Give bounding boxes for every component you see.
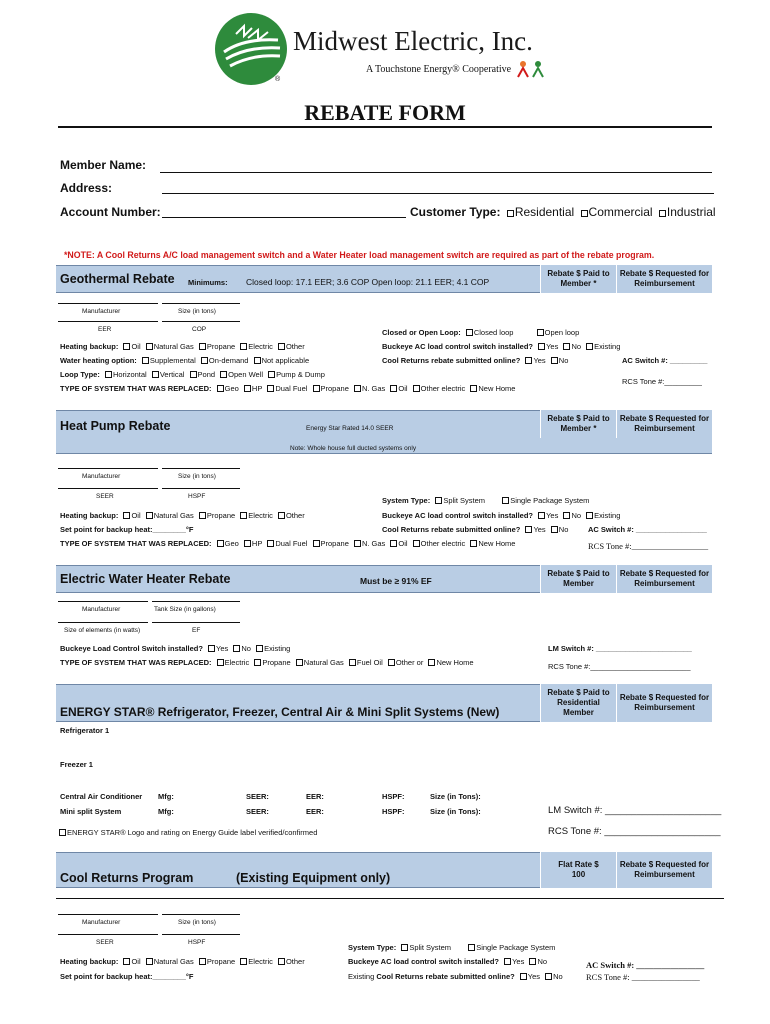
option: Vertical [159,370,185,379]
checkbox[interactable] [146,512,153,519]
checkbox[interactable] [240,512,247,519]
system-label: System Type: [382,496,431,505]
replaced-label: TYPE OF SYSTEM THAT WAS REPLACED: [60,539,212,548]
option: New Home [436,658,474,667]
option: Propane [206,511,236,520]
checkbox[interactable] [268,371,275,378]
hp-hspf-field[interactable] [162,488,240,489]
option: Other or [395,658,424,667]
hp-col-requested: Rebate $ Requested for Reimbursement [616,410,712,438]
water-label: Water heating option: [60,356,137,365]
option: Yes [546,511,559,520]
option: Propane [320,384,349,393]
checkbox[interactable] [520,973,527,980]
option: Geo [224,539,239,548]
replaced-label: TYPE OF SYSTEM THAT WAS REPLACED: [60,384,212,393]
hp-ac-switch[interactable]: AC Switch #: _________________ [588,525,707,534]
hp-hspf-label: HSPF [188,493,206,500]
cr-size-label: Size (in tons) [178,919,216,926]
checkbox[interactable] [142,357,149,364]
option: Supplemental [149,356,196,365]
option: Yes [216,644,229,653]
option: Oil [131,957,141,966]
program-note: *NOTE: A Cool Returns A/C load management switch and a Water Heater load management switch are required as part of the rebate program. [64,250,655,260]
checkbox[interactable] [278,512,285,519]
checkbox[interactable] [152,371,159,378]
checkbox[interactable] [586,512,593,519]
option-closed-loop: Closed loop [473,328,514,337]
cool-returns-label: Cool Returns rebate submitted online? [382,525,521,534]
option: Pond [197,370,216,379]
checkbox[interactable] [468,944,475,951]
hp-heating-row [60,511,305,520]
geo-buckeye-row [382,342,620,351]
option: Yes [533,525,546,534]
hp-size-field[interactable] [162,468,240,469]
option: Propane [320,539,349,548]
option: Other [285,957,305,966]
checkbox[interactable] [551,357,558,364]
option: No [241,644,251,653]
checkbox[interactable] [581,210,588,217]
cool-returns-subtitle: (Existing Equipment only) [236,871,391,885]
cr-manufacturer-label: Manufacturer [82,919,121,926]
cool-returns-rule [56,898,724,899]
checkbox[interactable] [123,343,130,350]
geo-eer-field[interactable] [58,321,158,322]
checkbox[interactable] [354,385,361,392]
system-label: System Type: [348,943,397,952]
hp-rcs-tone[interactable]: RCS Tone #:__________________ [588,541,709,551]
es-cac-mfg[interactable]: Mfg: [158,792,174,801]
hp-system-row [382,496,589,505]
checkbox[interactable] [586,343,593,350]
buckeye-label: Buckeye AC load control switch installed? [382,342,534,351]
ewh-tank-label: Tank Size (in gallons) [154,606,216,613]
checkbox[interactable] [563,512,570,519]
checkbox[interactable] [504,958,511,965]
option: Fuel Oil [356,658,383,667]
checkbox[interactable] [254,659,261,666]
ewh-manufacturer-label: Manufacturer [82,606,121,613]
checkbox[interactable] [217,659,224,666]
cr-manufacturer-field[interactable] [58,914,158,915]
loop-label: Closed or Open Loop: [382,328,461,337]
replaced-label: TYPE OF SYSTEM THAT WAS REPLACED: [60,658,212,667]
company-tagline: A Touchstone Energy® Cooperative [366,64,512,75]
geo-heating-row [60,342,305,351]
hp-manufacturer-label: Manufacturer [82,473,121,480]
ewh-spec: Must be ≥ 91% EF [360,576,432,586]
title-rule [58,126,712,128]
checkbox[interactable] [659,210,666,217]
option: Other electric [420,384,466,393]
checkbox[interactable] [190,371,197,378]
cr-rcs-tone[interactable]: RCS Tone #: ________________ [586,972,700,982]
logo-check-label: ENERGY STAR® Logo and rating on Energy Guide label verified/confirmed [67,828,318,837]
option-commercial: Commercial [588,205,653,219]
geo-ac-switch[interactable]: AC Switch #: _________ [622,356,708,365]
ewh-rcs-tone[interactable]: RCS Tone #:________________________ [548,662,691,671]
option: Other [285,342,305,351]
es-col-requested: Rebate $ Requested for Reimbursement [616,684,712,722]
option: Yes [527,972,541,981]
checkbox[interactable] [278,958,285,965]
option: N. Gas [361,384,386,393]
checkbox[interactable] [199,343,206,350]
option: Yes [512,957,525,966]
hp-spec: Energy Star Rated 14.0 SEER [306,425,394,432]
option: Oil [131,511,141,520]
option: Oil [398,384,408,393]
touchstone-icon [516,59,546,79]
es-mini-hspf[interactable]: HSPF: [382,807,405,816]
address-label: Address: [60,181,113,195]
option: Propane [262,658,291,667]
hp-col-paid: Rebate $ Paid to Member * [540,410,616,438]
checkbox[interactable] [267,540,274,547]
checkbox[interactable] [313,385,320,392]
option: New Home [478,384,516,393]
geo-minimums: Minimums: [188,278,228,287]
company-name: Midwest Electric, Inc. [293,26,533,56]
address-field[interactable] [162,193,714,194]
ewh-manufacturer-field[interactable] [58,601,148,602]
checkbox[interactable] [470,385,477,392]
checkbox[interactable] [413,385,420,392]
option: HP [251,539,263,548]
option: Other electric [420,539,466,548]
ewh-ef-field[interactable] [152,622,240,623]
ewh-elements-field[interactable] [58,622,148,623]
option: New Home [478,539,516,548]
cr-seer-label: SEER [96,939,114,946]
option: Yes [533,356,546,365]
option: Oil [398,539,408,548]
option: N. Gas [361,539,386,548]
option: Electric [248,957,273,966]
hp-size-label: Size (in tons) [178,473,216,480]
company-logo [214,12,288,86]
option: Natural Gas [303,658,344,667]
es-refrigerator: Refrigerator 1 [60,726,110,735]
customer-type-label: Customer Type: [410,205,501,219]
checkbox[interactable] [388,659,395,666]
ewh-ef-label: EF [192,627,201,634]
option: No [553,972,563,981]
cr-col-requested: Rebate $ Requested for Reimbursement [616,852,712,888]
geothermal-title: Geothermal Rebate [60,272,175,286]
geo-manufacturer-label: Manufacturer [82,308,121,315]
customer-type-row [410,205,716,219]
option: Dual Fuel [275,384,308,393]
checkbox[interactable] [354,540,361,547]
option: Natural Gas [153,511,194,520]
checkbox[interactable] [105,371,112,378]
option: Split System [443,496,485,505]
energy-star-title: ENERGY STAR® Refrigerator, Freezer, Central Air & Mini Split Systems (New) [60,705,500,719]
checkbox[interactable] [233,645,240,652]
geo-size-label: Size (in tons) [178,308,216,315]
cr-seer-field[interactable] [58,934,158,935]
es-mini-eer[interactable]: EER: [306,807,324,816]
cool-returns-label: Cool Returns rebate submitted online? [382,356,521,365]
hp-cool-row [382,525,568,534]
option: Oil [131,342,141,351]
checkbox[interactable] [220,371,227,378]
checkbox[interactable] [146,958,153,965]
checkbox[interactable] [525,526,532,533]
cool-returns-label: Cool Returns rebate submitted online? [376,972,515,981]
page-title: REBATE FORM [304,100,466,125]
es-freezer: Freezer 1 [60,760,93,769]
checkbox[interactable] [428,659,435,666]
geo-loop-row [382,328,579,337]
option: Other [285,511,305,520]
hp-setpoint[interactable]: Set point for backup heat:________°F [60,525,194,534]
ewh-replaced-row [60,658,474,667]
checkbox[interactable] [267,385,274,392]
geo-cop-label: COP [192,326,207,333]
option: No [571,511,582,520]
geo-eer-label: EER [98,326,112,333]
cool-returns-title: Cool Returns Program [60,871,194,885]
ewh-buckeye-row [60,644,290,653]
checkbox[interactable] [466,329,473,336]
checkbox[interactable] [551,526,558,533]
option: HP [251,384,263,393]
checkbox[interactable] [278,343,285,350]
checkbox[interactable] [146,343,153,350]
checkbox[interactable] [529,958,536,965]
hp-note: Note: Whole house full ducted systems only [290,445,417,452]
hp-manufacturer-field[interactable] [58,468,158,469]
ewh-col-paid: Rebate $ Paid to Member [540,565,616,593]
option: Natural Gas [153,342,194,351]
checkbox[interactable] [313,540,320,547]
ewh-tank-field[interactable] [152,601,240,602]
es-lm-switch[interactable]: LM Switch #: ______________________ [548,805,722,816]
ewh-lm-switch[interactable]: LM Switch #: _______________________ [548,644,692,653]
cr-cool-row [348,972,563,981]
option: Horizontal [112,370,147,379]
checkbox[interactable] [208,645,215,652]
option: On-demand [208,356,249,365]
option: Not applicable [261,356,310,365]
geo-manufacturer-field[interactable] [58,303,158,304]
cr-hspf-label: HSPF [188,939,206,946]
member-name-label: Member Name: [60,158,147,172]
account-number-field[interactable] [162,217,406,218]
option: Single Package System [510,496,590,505]
geo-rcs-tone[interactable]: RCS Tone #:_________ [622,377,702,386]
hp-seer-field[interactable] [58,488,158,489]
es-mini-seer[interactable]: SEER: [246,807,269,816]
checkbox[interactable] [244,540,251,547]
checkbox[interactable] [413,540,420,547]
geo-cop-field[interactable] [162,321,240,322]
checkbox[interactable] [240,958,247,965]
hp-note-band [540,438,712,454]
cr-heating-row [60,957,305,966]
checkbox[interactable] [401,944,408,951]
option: Propane [206,957,236,966]
option: Existing [264,644,291,653]
es-cac-hspf[interactable]: HSPF: [382,792,405,801]
geo-col-requested: Rebate $ Requested for Reimbursement [616,265,712,293]
cr-setpoint[interactable]: Set point for backup heat:________°F [60,972,194,981]
es-cac-eer[interactable]: EER: [306,792,324,801]
heating-label: Heating backup: [60,511,119,520]
checkbox[interactable] [199,958,206,965]
checkbox[interactable] [199,512,206,519]
checkbox[interactable] [59,829,66,836]
cr-hspf-field[interactable] [162,934,240,935]
checkbox[interactable] [390,385,397,392]
option: Single Package System [476,943,556,952]
checkbox[interactable] [538,512,545,519]
checkbox[interactable] [563,343,570,350]
option-open-loop: Open loop [544,328,580,337]
option: Geo [224,384,239,393]
option: Split System [409,943,451,952]
checkbox[interactable] [254,357,261,364]
option: Electric [248,342,273,351]
option: Electric [248,511,273,520]
option: No [537,957,548,966]
es-mini-size[interactable]: Size (in Tons): [430,807,481,816]
checkbox[interactable] [244,385,251,392]
checkbox[interactable] [217,385,224,392]
hp-replaced-row [60,539,515,548]
heat-pump-title: Heat Pump Rebate [60,419,171,433]
checkbox[interactable] [217,540,224,547]
option: Pump & Dump [276,370,325,379]
checkbox[interactable] [537,329,544,336]
option: Yes [546,342,559,351]
buckeye-label: Buckeye AC load control switch installed? [348,957,500,966]
ewh-elements-label: Size of elements (in watts) [64,627,141,634]
cr-size-field[interactable] [162,914,240,915]
cr-col-flat-rate: Flat Rate $ 100 [540,852,616,888]
buckeye-label: Buckeye AC load control switch installed? [382,511,534,520]
checkbox[interactable] [201,357,208,364]
option: Propane [206,342,236,351]
cr-system-row [348,943,555,952]
registered-mark: ® [275,76,281,83]
option: No [558,356,569,365]
option: No [558,525,569,534]
checkbox[interactable] [296,659,303,666]
geo-water-row [60,356,309,365]
checkbox[interactable] [349,659,356,666]
checkbox[interactable] [538,343,545,350]
checkbox[interactable] [240,343,247,350]
option: Natural Gas [153,957,194,966]
es-logo-check-row [56,828,317,837]
ewh-title: Electric Water Heater Rebate [60,572,231,586]
checkbox[interactable] [123,512,130,519]
cr-buckeye-row [348,957,547,966]
checkbox[interactable] [470,540,477,547]
es-cac-size[interactable]: Size (in Tons): [430,792,481,801]
geo-col-paid: Rebate $ Paid to Member * [540,265,616,293]
geo-size-field[interactable] [162,303,240,304]
es-col-paid: Rebate $ Paid to Residential Member [540,684,616,722]
option: No [571,342,582,351]
checkbox[interactable] [502,497,509,504]
geo-spec: Closed loop: 17.1 EER; 3.6 COP Open loop: 21.1 EER; 4.1 COP [246,277,490,287]
geo-replaced-row [60,384,515,393]
es-cac-seer[interactable]: SEER: [246,792,269,801]
checkbox[interactable] [507,210,514,217]
checkbox[interactable] [525,357,532,364]
checkbox[interactable] [390,540,397,547]
buckeye-label: Buckeye Load Control Switch installed? [60,644,203,653]
option: Electric [224,658,250,667]
option: Existing [594,342,621,351]
es-mini-mfg[interactable]: Mfg: [158,807,174,816]
member-name-field[interactable] [160,172,712,173]
existing-label: Existing [348,972,375,981]
option: Open Well [228,370,264,379]
option-residential: Residential [514,205,575,219]
geo-cool-row [382,356,568,365]
option: Existing [594,511,621,520]
checkbox[interactable] [123,958,130,965]
heating-label: Heating backup: [60,957,119,966]
checkbox[interactable] [545,973,552,980]
es-rcs-tone[interactable]: RCS Tone #: ______________________ [548,826,721,837]
geo-loop-type-row [60,370,325,379]
cr-ac-switch[interactable]: AC Switch #: ________________ [586,960,705,970]
es-cac-label: Central Air Conditioner [60,792,143,801]
checkbox[interactable] [256,645,263,652]
option-industrial: Industrial [666,205,716,219]
checkbox[interactable] [435,497,442,504]
heating-label: Heating backup: [60,342,119,351]
loop-type-label: Loop Type: [60,370,100,379]
ewh-col-requested: Rebate $ Requested for Reimbursement [616,565,712,593]
hp-seer-label: SEER [96,493,114,500]
option: Dual Fuel [275,539,308,548]
hp-buckeye-row [382,511,620,520]
account-number-label: Account Number: [60,205,161,219]
es-mini-label: Mini split System [60,807,122,816]
